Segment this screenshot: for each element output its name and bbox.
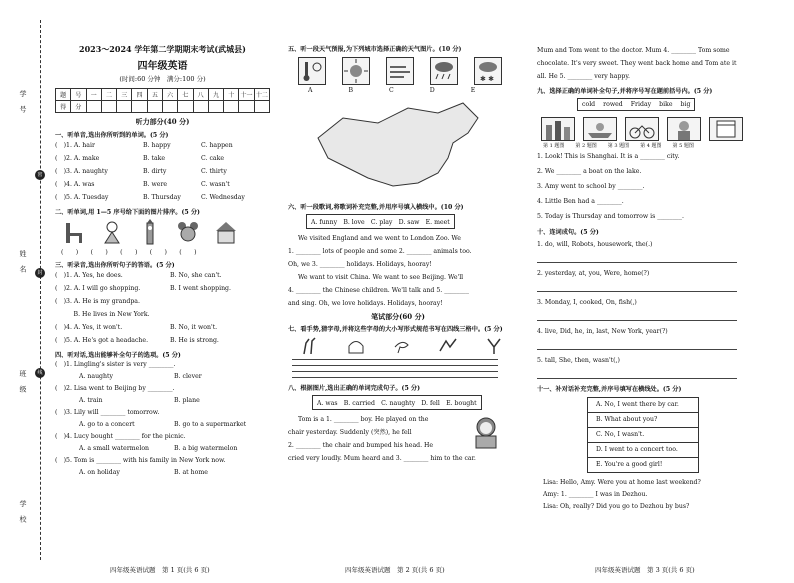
hand-gesture-pictures [288, 337, 508, 355]
snowy-icon [474, 57, 502, 85]
section-1-title: 一、听单音,选出你所听到的单词。(5 分) [55, 132, 169, 139]
binding-sidebar [0, 0, 50, 583]
column-3 [537, 44, 757, 513]
page-footer-2: 四年级英语试题 第 2 页(共 6 页) [345, 566, 445, 574]
section-3-title: 三、听录音,选出你所听句子的答语。(5 分) [55, 262, 175, 269]
score-cell: 四 [132, 89, 147, 101]
question-text: ( )4. Lucy bought ________ for the picnic. [55, 433, 186, 440]
china-map [298, 98, 498, 198]
crying-boy-picture [466, 413, 506, 449]
score-cell: 十 [224, 89, 239, 101]
section-4-items [55, 359, 270, 479]
answer-options: A. naughty B. clever [79, 373, 202, 380]
score-input[interactable] [132, 101, 147, 113]
answer-line[interactable] [537, 308, 737, 321]
list-item: ( )5. A. Tuesday B. Thursday C. Wednesday [55, 194, 245, 201]
section-8-paragraph: Tom is a 1. ________ boy. He played on the chair yesterday. Suddenly (突然), he fell 2. ________ the chair and bumped his head. He cried very loudly. Mum heard and 3. ________ him to the car. [288, 413, 508, 465]
bike-picture-icon [625, 117, 659, 141]
score-cell: 七 [178, 89, 193, 101]
list-item: 2. We ________ a boat on the lake. [537, 168, 642, 175]
list-item: ( )3. A. He is my grandpa. [55, 298, 140, 305]
score-cell: 号 [71, 89, 86, 101]
list-item: 1. Look! This is Shanghai. It is a ________ city. [537, 153, 680, 160]
section-8-continued: Mum and Tom went to the doctor. Mum 4. ________ Tom some chocolate. It's very sweet. They went back home and Tom ate it all. He 5. ________ very happy. [537, 47, 737, 80]
rainy-icon [430, 57, 458, 85]
page-footer-1: 四年级英语试题 第 1 页(共 6 页) [110, 566, 210, 574]
section-2-pictures [55, 219, 270, 245]
section-11-options [587, 397, 699, 473]
list-item: 4. Little Ben had a ________. [537, 198, 624, 205]
weather-labels: A B C D E [308, 87, 476, 94]
score-input[interactable] [162, 101, 177, 113]
score-cell: 八 [193, 89, 208, 101]
seal-marker-feng: 封 [35, 268, 45, 278]
section-11-title: 十一、补对话补充完整,并序号填写在横线处。(5 分) [537, 386, 682, 393]
section-2-title: 二、听单词,用 1—5 序号给下面的图片排序。(5 分) [55, 209, 200, 216]
section-6-options: A. funny B. love C. play D. saw E. meet [306, 214, 455, 229]
writing-header: 笔试部分(60 分) [371, 312, 425, 321]
list-item: B. He lives in New York. [55, 311, 150, 318]
hand-gesture-icon [484, 337, 504, 355]
option-row: E. You're a good girl! [596, 461, 663, 468]
list-item: ( )5. A. He's got a headache. B. He is strong. [55, 337, 219, 344]
exam-title: 2023～2024 学年第二学期期末考试(武城县) [79, 44, 246, 54]
hand-gesture-icon [346, 337, 366, 355]
score-input[interactable] [208, 101, 223, 113]
question-text: ( )1. Lingling's sister is very ________. [55, 361, 176, 368]
score-cell: 题 [56, 89, 71, 101]
list-item: ( )4. A. Yes, it won't. B. No, it won't. [55, 324, 218, 331]
option-row: B. What about you? [588, 413, 698, 428]
section-9-picture-labels: 第 1 题图 第 2 题图 第 3 题图 第 4 题图 第 5 题图 [543, 143, 694, 149]
answer-line[interactable] [537, 279, 737, 292]
sunny-icon [342, 57, 370, 85]
section-9-items [537, 149, 757, 224]
list-item: ( )1. A. hair B. happy C. happen [55, 142, 233, 149]
exam-time: (时间:60 分钟 满分:100 分) [119, 75, 206, 83]
answer-line[interactable] [537, 250, 737, 263]
list-item: 3. Amy went to school by ________. [537, 183, 645, 190]
city-picture-icon [541, 117, 575, 141]
score-cell: 分 [71, 101, 86, 113]
answer-options: A. go to a concert B. go to a supermarket [79, 421, 247, 428]
score-input[interactable] [193, 101, 208, 113]
section-2-brackets: ( ) ( ) ( ) ( ) ( ) [61, 249, 197, 256]
answer-line[interactable] [537, 337, 737, 350]
name-label: 姓 名 [19, 250, 27, 276]
option-row: D. I went to a concert too. [588, 443, 698, 458]
score-input[interactable] [224, 101, 239, 113]
score-input[interactable] [101, 101, 116, 113]
calendar-picture-icon [709, 117, 743, 141]
page-footer-3: 四年级英语试题 第 3 页(共 6 页) [595, 566, 695, 574]
list-item: ( )2. A. I will go shopping. B. I went shopping. [55, 285, 231, 292]
question-text: ( )2. Lisa went to Beijing by ________. [55, 385, 175, 392]
seal-marker-mi: 密 [35, 170, 45, 180]
house-picture-icon [213, 219, 239, 245]
list-item: ( )4. A. was B. were C. wasn't [55, 181, 230, 188]
section-8-options: A. was B. carried C. naughty D. fell E. bought [312, 395, 482, 410]
score-input[interactable] [86, 101, 101, 113]
question-text: ( )5. Tom is ________ with his family in New York now. [55, 457, 226, 464]
school-label: 学 校 [19, 500, 27, 526]
score-input[interactable] [239, 101, 254, 113]
score-cell: 十二 [254, 89, 269, 101]
section-10-title: 十、连词成句。(5 分) [537, 229, 599, 236]
score-cell: 五 [147, 89, 162, 101]
list-item: ( )2. A. make B. take C. cake [55, 155, 225, 162]
hand-gesture-icon [438, 337, 458, 355]
score-input[interactable] [117, 101, 132, 113]
chair-picture-icon [61, 219, 87, 245]
score-input[interactable] [254, 101, 269, 113]
hand-gesture-icon [392, 337, 412, 355]
score-input[interactable] [147, 101, 162, 113]
mouse-picture-icon [175, 219, 201, 245]
question-text: ( )3. Lily will ________ tomorrow. [55, 409, 160, 416]
score-cell: 九 [208, 89, 223, 101]
score-cell: 十一 [239, 89, 254, 101]
seal-line [40, 20, 41, 560]
score-cell: 三 [117, 89, 132, 101]
section-11-dialog: Lisa: Hello, Amy. Were you at home last weekend? Amy: 1. ________ I was in Dezhou. Lisa: Oh, really? Did you go to Dezhou by bus? [543, 479, 701, 510]
boat-picture-icon [583, 117, 617, 141]
answer-line[interactable] [537, 366, 737, 379]
column-1 [55, 44, 270, 479]
score-cell: 六 [162, 89, 177, 101]
section-4-title: 四、听对话,选出能够补全句子的选项。(5 分) [55, 352, 181, 359]
answer-options: A. a small watermelon B. a big watermelon [79, 445, 238, 452]
section-8-title: 八、根据图片,选出正确的单词完成句子。(5 分) [288, 385, 421, 392]
svg-text:✱ ✱: ✱ ✱ [480, 75, 494, 83]
hand-gesture-icon [300, 337, 320, 355]
section-10-items: 1. do, will, Robots, housework, the(.) 2. yesterday, at, you, Were, home(?) 3. Monday, I, cooked, On, fish(,) 4. live, Did, he, in, last, New York, year(?) 5. tall, She, then, wasn't(,) [537, 239, 757, 379]
score-input[interactable] [178, 101, 193, 113]
section-6-paragraph: We visited England and we went to London Zoo. We 1. ________ lots of people and some 2. ________ animals too. Oh, we 3. ________ holidays. Holidays, hooray! We want to visit China. We want to see Beijing. We'll 4. ________ the Chinese children. We'll talk and 5. ________ and sing. Oh, we love holidays. Holidays, hooray! [288, 235, 472, 307]
listening-header: 听力部分(40 分) [135, 117, 190, 126]
list-item: ( )3. A. naughty B. dirty C. thirty [55, 168, 227, 175]
score-cell: 得 [56, 101, 71, 113]
section-6-title: 六、听一段歌词,将歌词补充完整,并用序号填入横线中。(10 分) [288, 204, 464, 211]
section-1-items [55, 139, 270, 204]
hot-weather-icon [298, 57, 326, 85]
score-table [55, 88, 270, 113]
score-cell: 一 [86, 89, 101, 101]
student-number-label: 学 号 [19, 90, 27, 116]
section-7-title: 七、看手势,猜字母,并将这些字母的大小写形式规范书写在四线三格中。(5 分) [288, 326, 503, 333]
list-item: ( )1. A. Yes, he does. B. No, she can't. [55, 272, 222, 279]
exam-subtitle: 四年级英语 [137, 61, 188, 72]
weather-pictures [288, 57, 508, 85]
column-2 [288, 44, 508, 465]
windy-icon [386, 57, 414, 85]
section-9-word-bank: cold rowed Friday bike big [577, 98, 695, 111]
option-row: C. No, I wasn't. [588, 428, 698, 443]
four-line-grid[interactable] [288, 357, 508, 379]
score-cell: 二 [101, 89, 116, 101]
section-5-title: 五、听一段天气预报,为下列城市选择正确的天气图片。(10 分) [288, 46, 462, 53]
boy-picture-icon [99, 219, 125, 245]
answer-options: A. on holiday B. at home [79, 469, 208, 476]
cold-boy-picture-icon [667, 117, 701, 141]
section-9-pictures [537, 117, 757, 141]
list-item: 5. Today is Thursday and tomorrow is ________. [537, 213, 684, 220]
class-label: 班 级 [19, 370, 27, 396]
option-row: A. No, I went there by car. [588, 398, 698, 413]
seal-marker-xian: 线 [35, 368, 45, 378]
section-9-title: 九、选择正确的单词补全句子,并将序号写在题前括号内。(5 分) [537, 88, 713, 95]
answer-options: A. train B. plane [79, 397, 200, 404]
big-ben-picture-icon [137, 219, 163, 245]
section-3-items [55, 269, 270, 347]
